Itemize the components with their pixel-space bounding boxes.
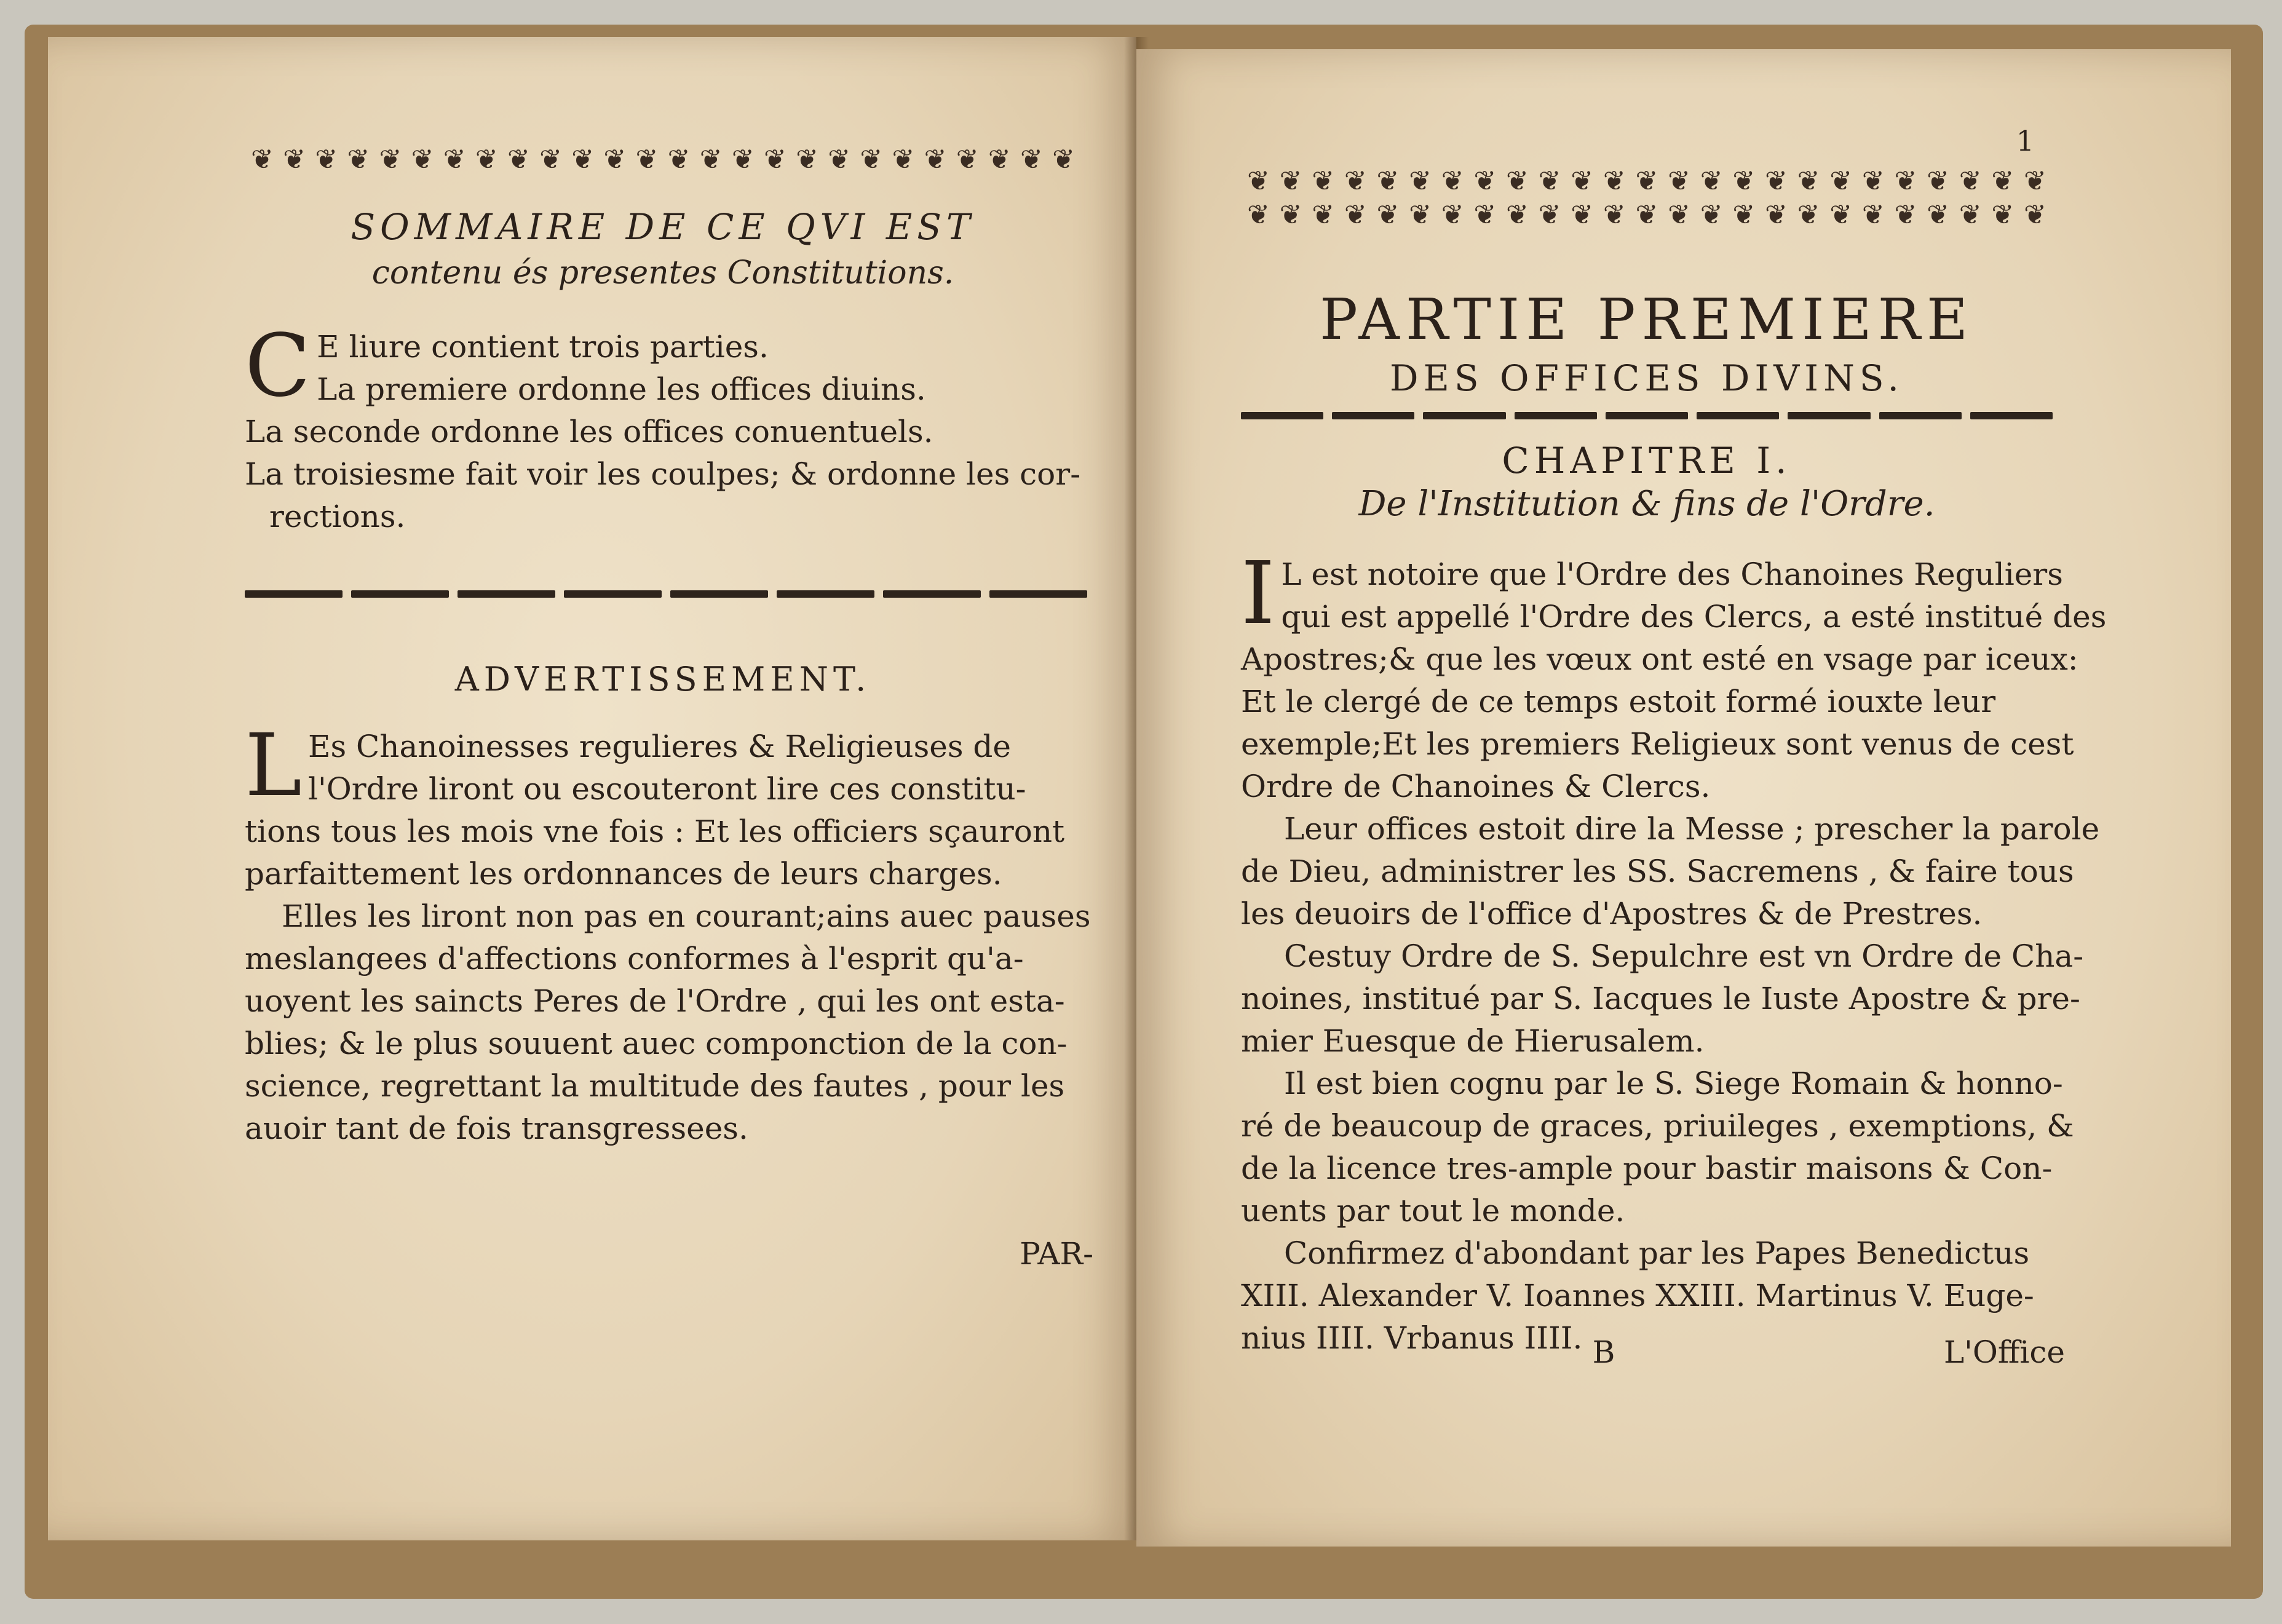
advert-line: Es Chanoinesses regulieres & Religieuses de xyxy=(307,729,1011,764)
signature-mark xyxy=(1567,1331,1641,1374)
part-title-line1: PARTIE PREMIERE xyxy=(1319,287,1975,352)
advert-line: science, regrettant la multitude des fautes , pour les xyxy=(245,1068,1065,1104)
signature: B xyxy=(1592,1334,1615,1370)
advertissement-heading: ADVERTISSEMENT. xyxy=(454,660,871,699)
body-line: Et le clergé de ce temps estoit formé iouxte leur xyxy=(1241,684,1996,719)
body-line: L est notoire que l'Ordre des Chanoines Reguliers xyxy=(1281,557,2063,592)
advert-line: Elles les liront non pas en courant;ains auec pauses xyxy=(282,898,1091,934)
part-title-line2: DES OFFICES DIVINS. xyxy=(1390,357,1904,399)
body-line: Il est bien cognu par le S. Siege Romain & honno- xyxy=(1284,1066,2063,1101)
body-line: les deuoirs de l'office d'Apostres & de Prestres. xyxy=(1241,896,1983,932)
advert-line: parfaittement les ordonnances de leurs charges. xyxy=(245,856,1002,892)
chapter-title: CHAPITRE I. xyxy=(1502,440,1792,481)
advert-line: tions tous les mois vne fois : Et les officiers sçauront xyxy=(245,814,1065,849)
chapter-subtitle: De l'Institution & fins de l'Ordre. xyxy=(1358,484,1935,524)
summary-subtitle xyxy=(239,252,1087,295)
catchword-right xyxy=(1874,1331,2065,1374)
chapter-body xyxy=(1241,544,2107,1360)
body-line: Apostres;& que les vœux ont esté en vsage par iceux: xyxy=(1241,641,2078,677)
catchword: L'Office xyxy=(1943,1334,2065,1370)
body-line: uents par tout le monde. xyxy=(1241,1193,1625,1229)
advert-line: l'Ordre liront ou escouteront lire ces constitu- xyxy=(307,771,1026,807)
part-title xyxy=(1229,286,2065,354)
body-line: ré de beaucoup de graces, priuileges , exemptions, & xyxy=(1241,1108,2074,1144)
summary-line: La troisiesme fait voir les coulpes; & ordonne les cor- xyxy=(245,456,1081,492)
summary-title-line2: contenu és presentes Constitutions. xyxy=(371,255,954,291)
advert-block xyxy=(245,716,1093,1150)
body-line: nius IIII. Vrbanus IIII. xyxy=(1241,1320,1583,1356)
chapter-subheading xyxy=(1229,483,2065,525)
summary-line: E liure contient trois parties. xyxy=(317,329,769,365)
ornament-band-right-top: ❦ ❦ ❦ ❦ ❦ ❦ ❦ ❦ ❦ ❦ ❦ ❦ ❦ ❦ ❦ ❦ ❦ ❦ ❦ ❦ ❦ ❦ ❦ ❦ ❦ xyxy=(1247,165,2046,197)
divider-rule-right xyxy=(1241,412,2053,421)
right-page xyxy=(1136,49,2231,1547)
summary-block xyxy=(245,316,1093,538)
summary-line: La seconde ordonne les offices conuentuels. xyxy=(245,414,933,450)
body-line: Cestuy Ordre de S. Sepulchre est vn Ordre de Cha- xyxy=(1284,938,2084,974)
body-line: Ordre de Chanoines & Clercs. xyxy=(1241,769,1711,804)
catchword-left xyxy=(933,1233,1093,1275)
summary-title xyxy=(239,206,1087,248)
advert-line: meslangees d'affections conformes à l'esprit qu'a- xyxy=(245,941,1024,976)
body-line: qui est appellé l'Ordre des Clercs, a esté institué des xyxy=(1281,599,2107,635)
advert-drop-initial: L xyxy=(245,716,302,816)
body-line: exemple;Et les premiers Religieux sont venus de cest xyxy=(1241,726,2074,762)
body-line: de la licence tres-ample pour bastir maisons & Con- xyxy=(1241,1151,2053,1186)
summary-drop-initial: C xyxy=(245,316,311,416)
chapter-heading xyxy=(1229,440,2065,482)
summary-title-line1: SOMMAIRE DE CE QVI EST xyxy=(351,206,975,248)
page-number-value: 1 xyxy=(2016,124,2034,157)
page-number xyxy=(1985,120,2034,162)
body-line: mier Euesque de Hierusalem. xyxy=(1241,1023,1705,1059)
advert-line: auoir tant de fois transgressees. xyxy=(245,1111,748,1146)
divider-rule-left xyxy=(245,590,1087,599)
summary-line: rections. xyxy=(269,499,406,534)
body-line: XIII. Alexander V. Ioannes XXIII. Martinus V. Euge- xyxy=(1241,1278,2034,1313)
catchword: PAR- xyxy=(1020,1236,1093,1272)
body-line: Confirmez d'abondant par les Papes Benedictus xyxy=(1284,1235,2030,1271)
part-subtitle xyxy=(1229,354,2065,403)
ornament-band-left: ❦ ❦ ❦ ❦ ❦ ❦ ❦ ❦ ❦ ❦ ❦ ❦ ❦ ❦ ❦ ❦ ❦ ❦ ❦ ❦ ❦ ❦ ❦ ❦ ❦ ❦ xyxy=(251,144,1075,175)
section-heading xyxy=(239,658,1087,700)
body-line: Leur offices estoit dire la Messe ; prescher la parole xyxy=(1284,811,2100,847)
body-line: noines, institué par S. Iacques le Iuste Apostre & pre- xyxy=(1241,981,2080,1016)
body-drop-initial: I xyxy=(1241,544,1275,644)
left-page xyxy=(48,37,1136,1540)
summary-line: La premiere ordonne les offices diuins. xyxy=(317,371,926,407)
body-line: de Dieu, administrer les SS. Sacremens , & faire tous xyxy=(1241,854,2074,889)
advert-line: uoyent les saincts Peres de l'Ordre , qui les ont esta- xyxy=(245,983,1065,1019)
ornament-band-right-bottom: ❦ ❦ ❦ ❦ ❦ ❦ ❦ ❦ ❦ ❦ ❦ ❦ ❦ ❦ ❦ ❦ ❦ ❦ ❦ ❦ ❦ ❦ ❦ ❦ ❦ xyxy=(1247,199,2046,231)
advert-line: blies; & le plus souuent auec componction de la con- xyxy=(245,1026,1068,1061)
